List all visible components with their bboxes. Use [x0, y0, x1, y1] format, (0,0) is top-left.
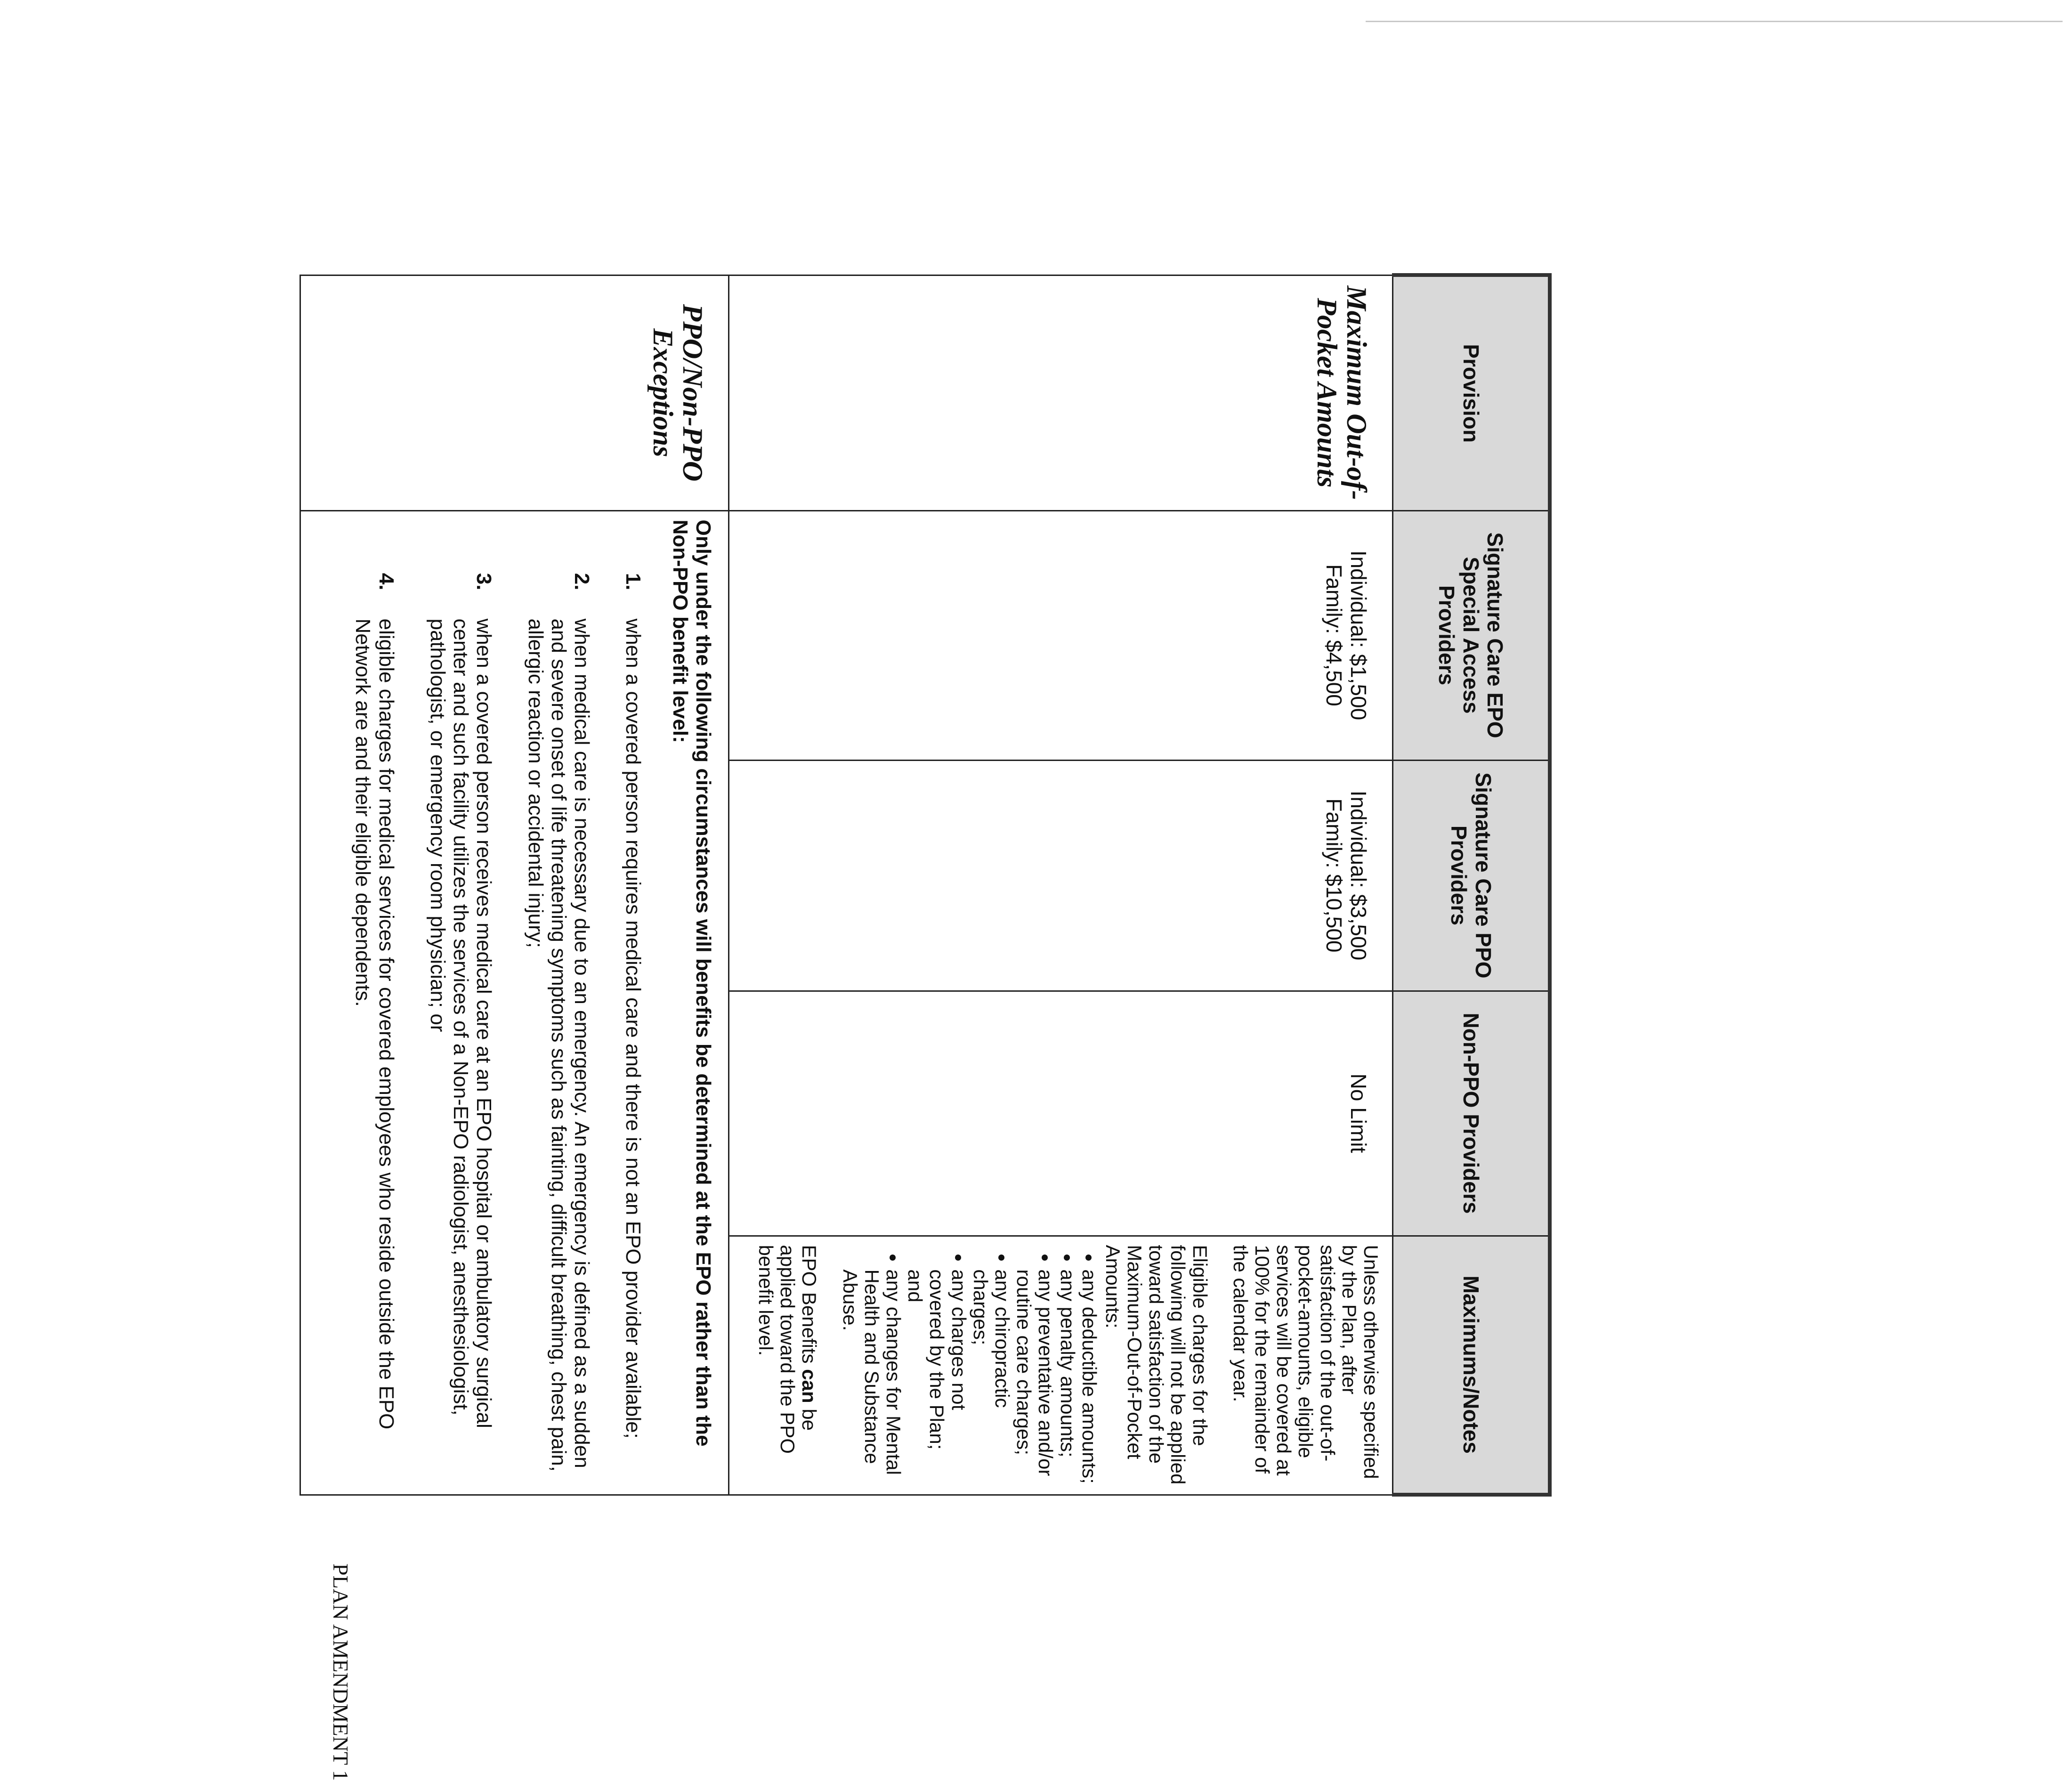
- ppo-family: Family: $10,500: [1322, 798, 1347, 953]
- notes-bullet: • any penalty amounts;: [1056, 1270, 1078, 1486]
- header-row: [1393, 275, 1550, 1495]
- exceptions-list: [351, 520, 645, 1486]
- notes-epo-emphasis: can: [798, 1369, 821, 1403]
- scan-artifact-line: [1366, 21, 2063, 22]
- notes-epo-text-c: be applied toward the PPO benefit level.: [755, 1245, 821, 1454]
- notes-bullet-list: [839, 1245, 1100, 1486]
- exception-text: when a covered person requires medical care and there is not an EPO provider available;: [622, 618, 645, 1439]
- ppo-amounts: [728, 760, 1392, 991]
- notes-paragraph-2: Eligible charges for the following will not be applied toward satisfaction of the Maximum-Out-of-Pocket Amounts:: [1101, 1245, 1211, 1485]
- header-non-ppo: Non-PPO Providers: [1393, 991, 1550, 1236]
- epo-amounts: [728, 510, 1392, 760]
- epo-family: Family: $4,500: [1322, 564, 1347, 706]
- exception-number: 1.: [622, 573, 645, 591]
- exception-item: [351, 520, 398, 1486]
- rotated-page: [111, 273, 1552, 1781]
- exceptions-intro: Only under the following circumstances will benefits be determined at the EPO rather than the Non-PPO benefit level:: [668, 519, 715, 1447]
- footer-plan-amendment: PLAN AMENDMENT 1: [329, 1563, 353, 1781]
- epo-individual: Individual: $1,500: [1346, 550, 1371, 720]
- header-provision: Provision: [1393, 275, 1550, 510]
- notes-epo-text-a: EPO Benefits: [798, 1245, 821, 1369]
- provision-max-out-of-pocket: Maximum Out-of-Pocket Amounts: [728, 275, 1392, 510]
- notes-bullet: • any charges not covered by the Plan; and: [904, 1270, 970, 1486]
- exception-number: 3.: [472, 573, 496, 591]
- header-epo: Signature Care EPO Special Access Providers: [1393, 510, 1550, 760]
- notes-bullet: • any deductible amounts;: [1078, 1270, 1100, 1486]
- row-max-out-of-pocket: [728, 275, 1392, 1495]
- notes-bullet: • any chiropractic charges;: [970, 1270, 1013, 1486]
- header-ppo: Signature Care PPO Providers: [1393, 760, 1550, 991]
- provision-exceptions: PPO/Non-PPO Exceptions: [300, 275, 728, 510]
- exception-text: when medical care is necessary due to an emergency. An emergency is defined as a sudden and severe onset of life threatening symptoms such as fainting, difficult breathing, chest pain, allergic reaction or accidental injury;: [524, 618, 594, 1472]
- exception-item: [524, 520, 593, 1486]
- notes-epo-benefits: [755, 1245, 820, 1486]
- notes-paragraph-1: Unless otherwise specified by the Plan, after satisfaction of the out-of-pocket-amounts, eligible services will be covered at 100% for the remainder of the calendar year.: [1229, 1245, 1382, 1479]
- exception-item: [426, 520, 496, 1486]
- plan-table: [299, 273, 1552, 1497]
- non-ppo-limit: No Limit: [728, 991, 1392, 1236]
- exception-number: 4.: [374, 573, 398, 591]
- exceptions-cell: [300, 510, 728, 1495]
- exception-item: [622, 520, 645, 1486]
- exception-text: when a covered person receives medical care at an EPO hospital or ambulatory surgical center and such facility utilizes the services of a Non-EPO radiologist, anesthesiologist, pathologist, or emergency room physician; or: [426, 618, 496, 1428]
- exception-number: 2.: [570, 573, 594, 591]
- notes-bullet: • any changes for Mental Health and Substance Abuse.: [839, 1270, 905, 1486]
- notes-bullet: • any preventative and/or routine care charges;: [1013, 1270, 1056, 1486]
- exception-text: eligible charges for medical services for covered employees who reside outside the EPO Network are and their eligible dependents.: [351, 618, 398, 1430]
- notes-cell: [728, 1236, 1392, 1495]
- header-notes: Maximums/Notes: [1393, 1236, 1550, 1495]
- ppo-individual: Individual: $3,500: [1346, 790, 1371, 961]
- row-exceptions: [300, 275, 728, 1495]
